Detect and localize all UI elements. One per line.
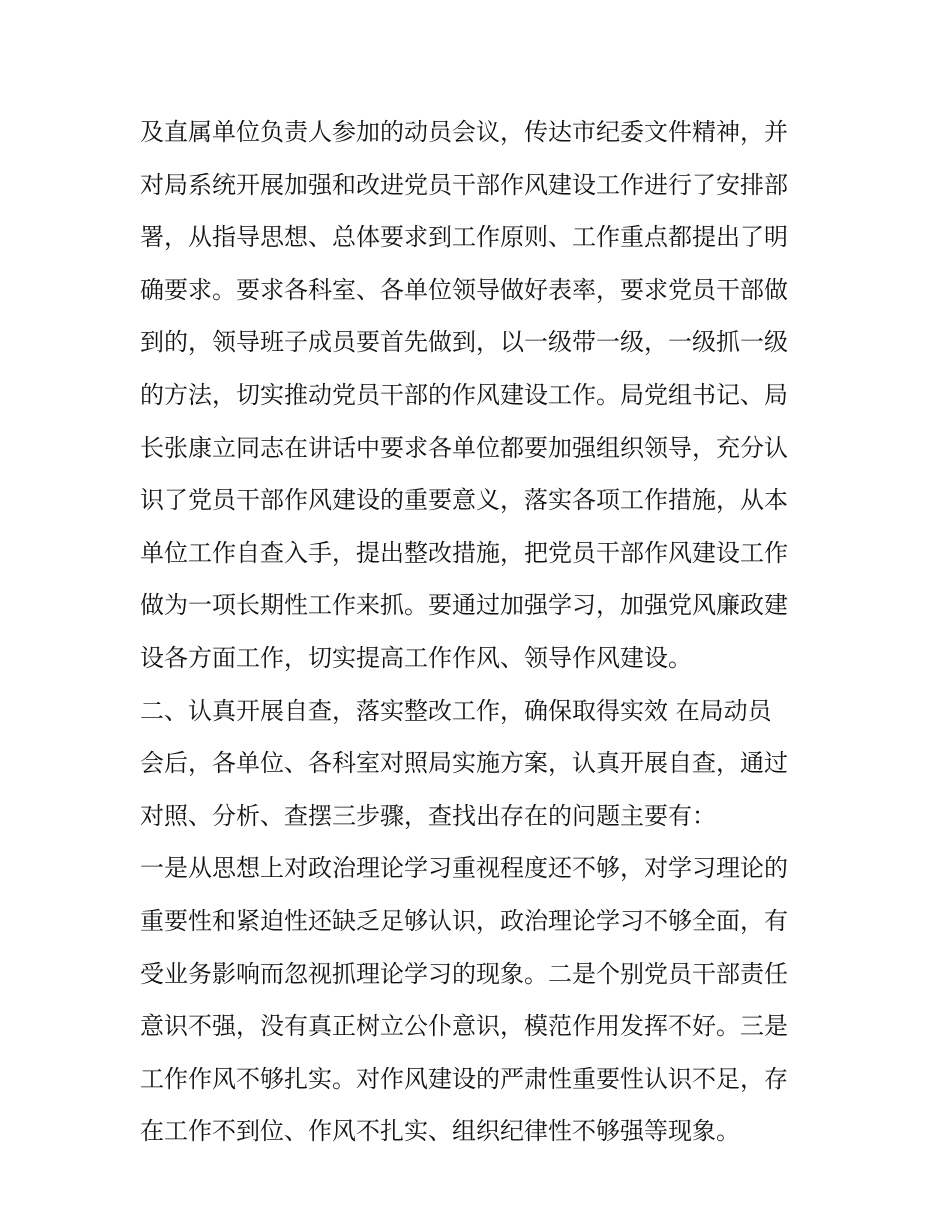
body-text — [140, 106, 812, 1158]
text-line: 长张康立同志在讲话中要求各单位都要加强组织领导，充分认 — [140, 433, 788, 462]
text-line: 受业务影响而忽视抓理论学习的现象。二是个别党员干部责任 — [140, 959, 788, 988]
text-line: 意识不强，没有真正树立公仆意识，模范作用发挥不好。三是 — [140, 1012, 788, 1041]
text-line: 一是从思想上对政治理论学习重视程度还不够，对学习理论的 — [140, 854, 788, 883]
text-line: 在工作不到位、作风不扎实、组织纪律性不够强等现象。 — [140, 1117, 740, 1146]
text-line: 单位工作自查入手，提出整改措施，把党员干部作风建设工作 — [140, 538, 788, 567]
text-line: 的方法，切实推动党员干部的作风建设工作。局党组书记、局 — [140, 380, 788, 409]
text-line: 二、认真开展自查，落实整改工作，确保取得实效 在局动员 — [140, 696, 772, 725]
text-line: 及直属单位负责人参加的动员会议，传达市纪委文件精神，并 — [140, 118, 788, 146]
text-line: 对照、分析、查摆三步骤，查找出存在的问题主要有： — [140, 801, 716, 830]
text-line: 识了党员干部作风建设的重要意义，落实各项工作措施，从本 — [140, 486, 788, 515]
text-line: 确要求。要求各科室、各单位领导做好表率，要求党员干部做 — [140, 275, 788, 304]
text-line: 设各方面工作，切实提高工作作风、领导作风建设。 — [140, 643, 692, 672]
text-line: 到的，领导班子成员要首先做到，以一级带一级，一级抓一级 — [140, 328, 788, 357]
text-line: 工作作风不够扎实。对作风建设的严肃性重要性认识不足，存 — [140, 1064, 788, 1093]
text-line: 署，从指导思想、总体要求到工作原则、工作重点都提出了明 — [140, 223, 788, 252]
text-line: 重要性和紧迫性还缺乏足够认识，政治理论学习不够全面，有 — [140, 906, 788, 935]
text-line: 对局系统开展加强和改进党员干部作风建设工作进行了安排部 — [140, 170, 788, 199]
text-line: 会后，各单位、各科室对照局实施方案，认真开展自查，通过 — [140, 749, 788, 778]
text-line: 做为一项长期性工作来抓。要通过加强学习，加强党风廉政建 — [140, 591, 788, 620]
